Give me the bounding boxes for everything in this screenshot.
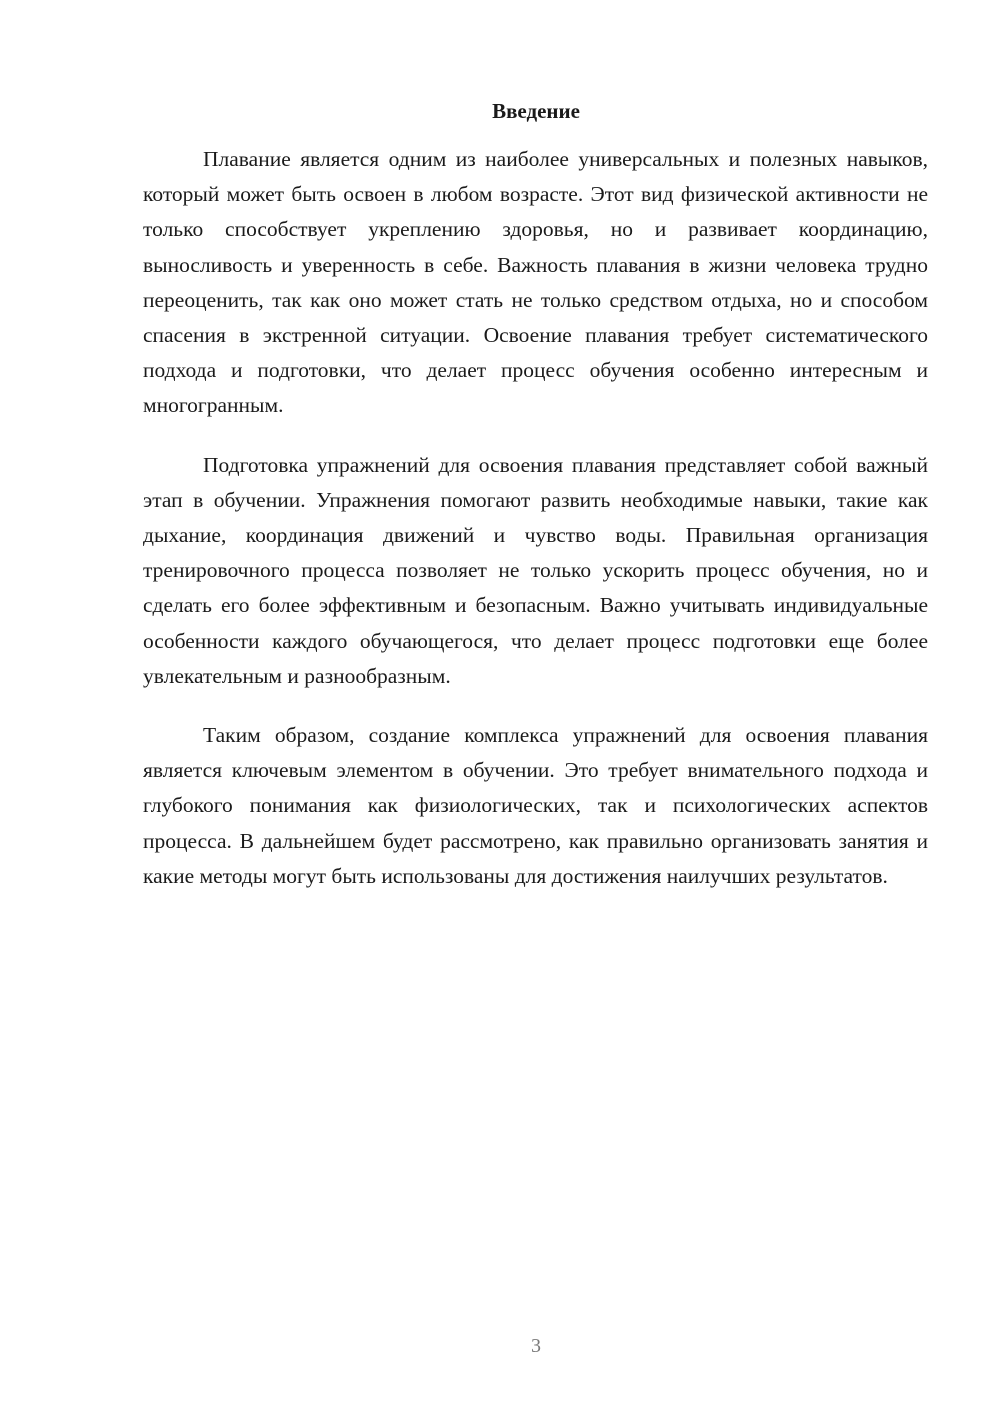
- paragraph-3: Таким образом, создание комплекса упражнений для освоения плавания является ключевым элементом в обучении. Это требует внимательного подхода и глубокого понимания как физиологических, так и психологических аспектов процесса. В дальнейшем будет рассмотрено, как правильно организовать занятия и какие методы могут быть использованы для достижения наилучших результатов.: [143, 723, 928, 888]
- page-number: 3: [531, 1335, 541, 1357]
- body-text: [143, 142, 928, 918]
- section-title: Введение: [492, 99, 580, 123]
- paragraph-2: Подготовка упражнений для освоения плавания представляет собой важный этап в обучении. Упражнения помогают развить необходимые навыки, такие как дыхание, координация движений и чувство воды. Правильная организация тренировочного процесса позволяет не только ускорить процесс обучения, но и сделать его более эффективным и безопасным. Важно учитывать индивидуальные особенности каждого обучающегося, что делает процесс подготовки еще более увлекательным и разнообразным.: [143, 452, 928, 688]
- paragraph-1: Плавание является одним из наиболее универсальных и полезных навыков, который может быть освоен в любом возрасте. Этот вид физической активности не только способствует укреплению здоровья, но и развивает координацию, выносливость и уверенность в себе. Важность плавания в жизни человека трудно переоценить, так как оно может стать не только средством отдыха, но и способом спасения в экстренной ситуации. Освоение плавания требует систематического подхода и подготовки, что делает процесс обучения особенно интересным и многогранным.: [143, 147, 928, 418]
